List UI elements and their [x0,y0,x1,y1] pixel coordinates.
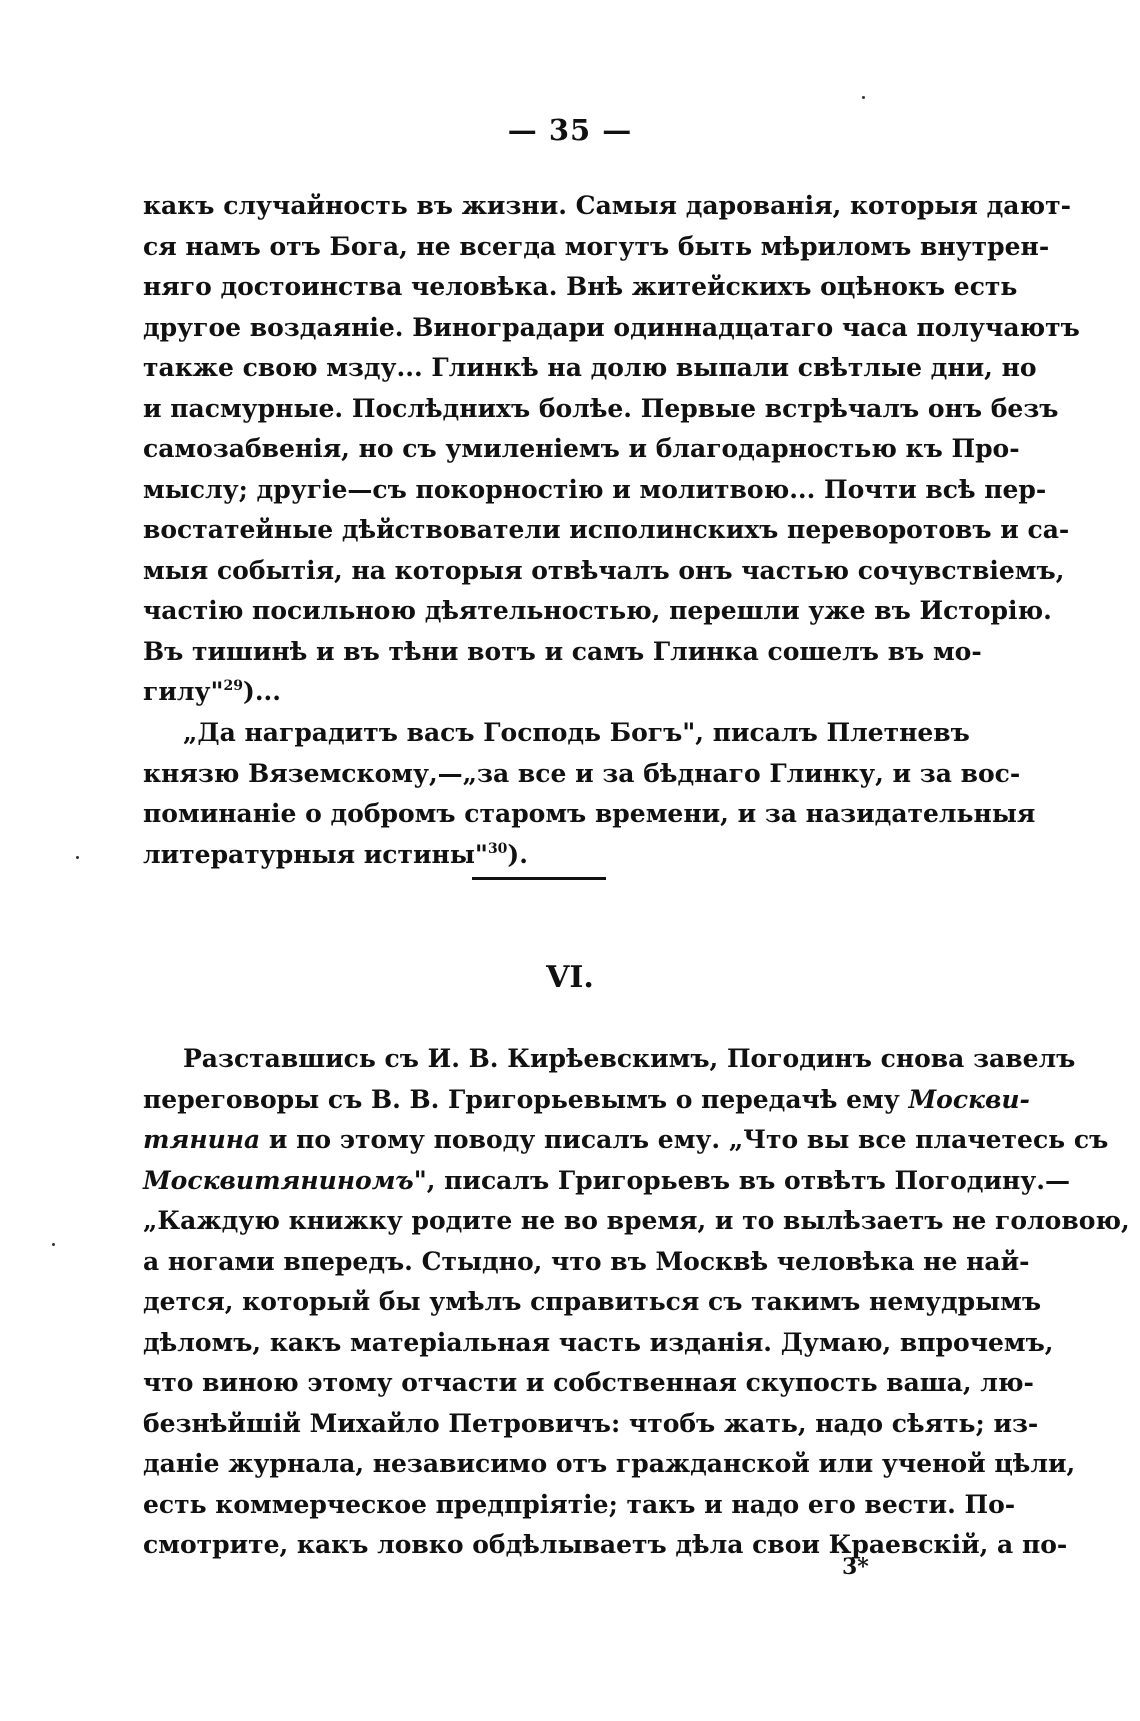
text-fragment: литературныя истины" [143,839,488,869]
text-line: Въ тишинѣ и въ тѣни вотъ и самъ Глинка сошелъ въ мо- [143,636,982,666]
journal-title-italic: тянина [143,1125,261,1154]
text-line: безнѣйшій Михайло Петровичъ: чтобъ жать, надо сѣять; из- [143,1408,1039,1438]
text-line [143,1120,1109,1161]
text-fragment: переговоры съ В. В. Григорьевымъ о передачѣ ему [143,1084,909,1114]
text-fragment: ). [507,839,528,869]
text-line: князю Вяземскому,—„за все и за бѣднаго Глинку, и за вос- [143,758,1021,788]
text-line: дѣломъ, какъ матеріальная часть изданія. Думаю, впрочемъ, [143,1327,1054,1357]
text-line [143,1161,1070,1202]
text-line: дется, который бы умѣлъ справиться съ такимъ немудрымъ [143,1287,1042,1316]
text-line: „Да наградитъ васъ Господь Богъ", писалъ Плетневъ [183,718,970,747]
paragraph-3 [143,1039,1130,1566]
text-line-last [143,835,943,876]
text-line: Разставшись съ И. В. Кирѣевскимъ, Погодинъ снова завелъ [183,1044,1076,1073]
scan-speck [862,96,865,99]
text-line: также свою мзду... Глинкѣ на долю выпали свѣтлые дни, но [143,353,1037,382]
text-line: востатейные дѣйствователи исполинскихъ переворотовъ и са- [143,515,1070,544]
scan-speck [76,856,79,859]
text-line [143,1080,1030,1121]
text-line: няго достоинства человѣка. Внѣ житейскихъ оцѣнокъ есть [143,272,1018,301]
text-line: и пасмурные. Послѣднихъ болѣе. Первые встрѣчалъ онъ безъ [143,393,1059,423]
text-line: поминаніе о добромъ старомъ времени, и за назидательныя [143,799,1036,828]
text-fragment: )... [243,677,281,706]
text-line: другое воздаяніе. Виноградари одиннадцатаго часа получаютъ [143,312,1080,342]
text-line: а ногами впередъ. Стыдно, что въ Москвѣ человѣка не най- [143,1246,1030,1276]
text-fragment: ", писалъ Григорьевъ въ отвѣтъ Погодину.— [413,1165,1070,1195]
text-line: есть коммерческое предпріятіе; такъ и надо его вести. По- [143,1489,1016,1519]
text-line: мыя событія, на которыя отвѣчалъ онъ частью сочувствіемъ, [143,555,1065,585]
footnote-ref: 30 [487,840,508,857]
text-line: частію посильною дѣятельностью, перешли уже въ Исторію. [143,596,1052,625]
footnote-ref: 29 [223,678,244,694]
text-line: какъ случайность въ жизни. Самыя дарованія, которыя дают- [143,191,1071,220]
text-line: даніе журнала, независимо отъ гражданской или ученой цѣли, [143,1449,1076,1478]
text-line: смотрите, какъ ловко обдѣлываетъ дѣла свои Краевскій, а по- [143,1530,1068,1559]
text-line: мыслу; другіе—съ покорностію и молитвою... Почти всѣ пер- [143,474,1047,504]
text-line: ся намъ отъ Бога, не всегда могутъ быть мѣриломъ внутрен- [143,231,1050,261]
text-fragment: гилу" [143,677,224,706]
scan-speck [52,1243,55,1246]
text-fragment: и по этому поводу писалъ ему. „Что вы все плачетесь съ [260,1125,1109,1154]
paragraph-1 [143,186,1080,713]
signature-mark: 3* [842,1554,869,1580]
journal-title-italic: Москви- [908,1084,1030,1114]
text-line-last [143,672,943,713]
paragraph-2 [143,713,1036,875]
section-divider [472,877,606,880]
page-number: — 35 — [507,113,633,147]
text-line: „Каждую книжку родите не во время, и то вылѣзаетъ не головою, [143,1206,1130,1235]
text-line: самозабвенія, но съ умиленіемъ и благодарностью къ Про- [143,434,1020,463]
journal-title-italic: Москвитяниномъ [143,1165,414,1195]
section-heading: VI. [546,960,594,995]
text-line: что виною этому отчасти и собственная скупость ваша, лю- [143,1368,1034,1397]
